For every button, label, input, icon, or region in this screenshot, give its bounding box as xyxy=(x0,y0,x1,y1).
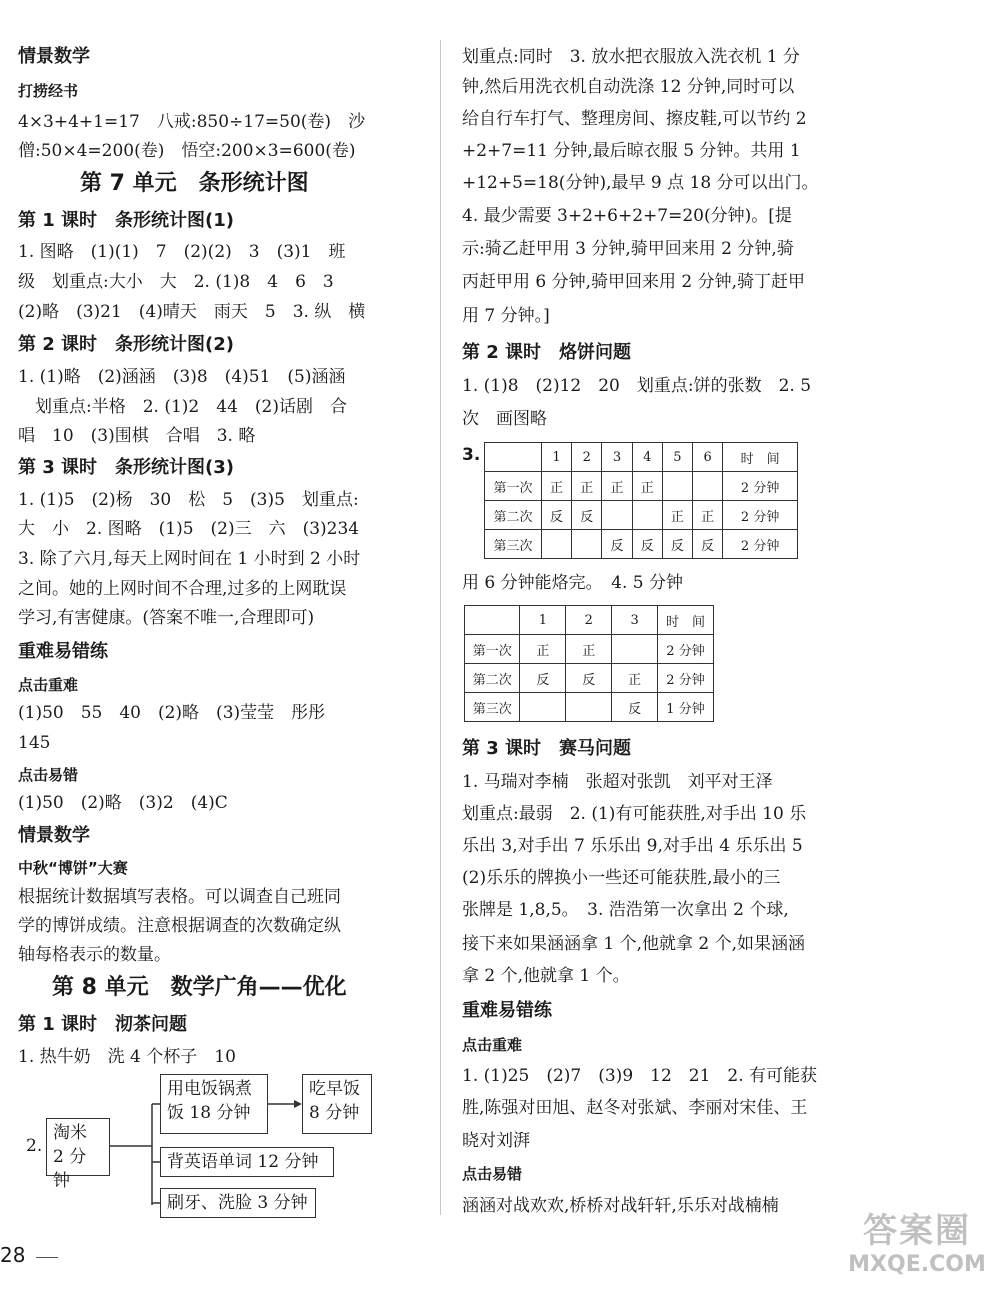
table-laobing-6 xyxy=(484,442,798,559)
table-cell: 2 分钟 xyxy=(658,635,714,664)
table-row xyxy=(485,472,798,501)
text-line: 1. 马瑞对李楠 张超对张凯 刘平对王泽 xyxy=(462,772,773,792)
table-cell: 第三次 xyxy=(485,530,542,559)
table-cell: 第一次 xyxy=(465,635,520,664)
table-cell xyxy=(662,472,692,501)
table-cell: 正 xyxy=(662,501,692,530)
table-cell xyxy=(541,530,571,559)
text-line: (2)略 (3)21 (4)晴天 雨天 5 3. 纵 横 xyxy=(18,302,366,322)
text-line: 4. 最少需要 3+2+6+2+7=20(分钟)。[提 xyxy=(462,206,792,226)
table-cell: 反 xyxy=(662,530,692,559)
table-row xyxy=(485,530,798,559)
box-taomi-line2: 2 分钟 xyxy=(53,1147,87,1191)
box-taomi xyxy=(46,1118,110,1191)
watermark-line1: 答案圈 xyxy=(863,1211,971,1251)
box-taomi-line1: 淘米 xyxy=(53,1123,87,1143)
table-cell: 2 分钟 xyxy=(658,664,714,693)
section-title-laobing: 第 2 课时 烙饼问题 xyxy=(462,342,632,363)
text-line: 4×3+4+1=17 八戒:850÷17=50(卷) 沙 xyxy=(18,112,366,132)
box-zhufan-line1: 用电饭锅煮 xyxy=(167,1079,252,1099)
table-cell: 正 xyxy=(541,472,571,501)
section-title: 情景数学 xyxy=(18,825,90,846)
table-cell: 1 分钟 xyxy=(658,693,714,722)
table-cell: 3 xyxy=(612,606,658,635)
table-cell xyxy=(465,606,520,635)
text-line: +2+7=11 分钟,最后晾衣服 5 分钟。共用 1 xyxy=(462,141,801,161)
subsection-title: 点击重难 xyxy=(462,1036,523,1054)
text-line: 张牌是 1,8,5。 3. 浩浩第一次拿出 2 个球, xyxy=(462,900,789,920)
text-line: +12+5=18(分钟),最早 9 点 18 分可以出门。 xyxy=(462,173,819,193)
section-title: 重难易错练 xyxy=(18,641,108,662)
text-line: 1. 热牛奶 洗 4 个杯子 10 xyxy=(18,1047,236,1067)
table-cell: 正 xyxy=(632,472,662,501)
table-cell: 1 xyxy=(541,443,571,472)
table-cell: 反 xyxy=(541,501,571,530)
section-title: 第 1 课时 沏茶问题 xyxy=(18,1014,188,1035)
text-line: 级 划重点:大小 大 2. (1)8 4 6 3 xyxy=(18,272,334,292)
text-line: 接下来如果涵涵拿 1 个,他就拿 2 个,如果涵涵 xyxy=(462,934,806,954)
text-line: 大 小 2. 图略 (1)5 (2)三 六 (3)234 xyxy=(18,519,360,539)
box-yingyu-text: 背英语单词 12 分钟 xyxy=(167,1152,319,1172)
text-line: 1. (1)25 (2)7 (3)9 12 21 2. 有可能获 xyxy=(462,1066,818,1086)
text-line: 僧:50×4=200(卷) 悟空:200×3=600(卷) xyxy=(18,141,356,161)
table-row xyxy=(465,606,714,635)
section-title: 第 3 课时 条形统计图(3) xyxy=(18,457,235,478)
text-line: 拿 2 个,他就拿 1 个。 xyxy=(462,966,630,986)
watermark-line2: MXQE.COM xyxy=(848,1252,986,1277)
table-cell: 4 xyxy=(632,443,662,472)
text-line: 划重点:同时 3. 放水把衣服放入洗衣机 1 分 xyxy=(462,47,800,67)
text-line: 145 xyxy=(18,733,51,753)
text-line: 用 6 分钟能烙完。 4. 5 分钟 xyxy=(462,573,683,593)
table-cell xyxy=(612,635,658,664)
subsection-title: 中秋“博饼”大赛 xyxy=(18,859,128,877)
table-laobing-3 xyxy=(464,605,714,722)
text-line: 3. 除了六月,每天上网时间在 1 小时到 2 小时 xyxy=(18,549,361,569)
text-line: 划重点:最弱 2. (1)有可能获胜,对手出 10 乐 xyxy=(462,804,807,824)
section-title: 第 7 单元 条形统计图 xyxy=(80,171,309,196)
table-row xyxy=(485,501,798,530)
box-zaofan-line1: 吃早饭 xyxy=(309,1079,360,1099)
text-line: 钟,然后用洗衣机自动洗涤 12 分钟,同时可以 xyxy=(462,77,795,97)
table-cell: 正 xyxy=(572,472,602,501)
column-divider xyxy=(440,40,441,1215)
table-cell: 2 xyxy=(572,443,602,472)
table-cell: 2 分钟 xyxy=(723,501,798,530)
section-title: 第 3 课时 赛马问题 xyxy=(462,738,632,759)
table-cell xyxy=(520,693,566,722)
text-line: 晓对刘湃 xyxy=(462,1131,530,1151)
text-line: 划重点:半格 2. (1)2 44 (2)话剧 合 xyxy=(18,397,347,417)
text-line: 次 画图略 xyxy=(462,409,547,429)
box-zaofan xyxy=(302,1074,372,1134)
table-cell: 第二次 xyxy=(485,501,542,530)
text-line: 丙赶甲用 6 分钟,骑甲回来用 2 分钟,骑丁赶甲 xyxy=(462,272,806,292)
section-title: 第 2 课时 条形统计图(2) xyxy=(18,334,235,355)
text-line: 之间。她的上网时间不合理,过多的上网耽误 xyxy=(18,579,347,599)
table-cell: 反 xyxy=(693,530,723,559)
text-line: (2)乐乐的牌换小一些还可能获胜,最小的三 xyxy=(462,868,781,888)
table-cell: 反 xyxy=(612,693,658,722)
table-cell: 反 xyxy=(602,530,632,559)
text-line: 给自行车打气、整理房间、擦皮鞋,可以节约 2 xyxy=(462,109,807,129)
table-cell: 反 xyxy=(520,664,566,693)
box-shuya-text: 刷牙、洗脸 3 分钟 xyxy=(167,1193,308,1213)
table-cell xyxy=(632,501,662,530)
table-cell: 第三次 xyxy=(465,693,520,722)
text-line: 示:骑乙赶甲用 3 分钟,骑甲回来用 2 分钟,骑 xyxy=(462,239,794,259)
table-cell: 正 xyxy=(693,501,723,530)
table-cell: 正 xyxy=(602,472,632,501)
table-cell: 3 xyxy=(602,443,632,472)
page-number-rule xyxy=(36,1257,58,1258)
subsection-title: 点击易错 xyxy=(18,766,79,784)
table-cell: 6 xyxy=(693,443,723,472)
table-row xyxy=(465,664,714,693)
table-cell: 反 xyxy=(632,530,662,559)
table-cell: 2 xyxy=(566,606,612,635)
text-line: 涵涵对战欢欢,桥桥对战轩轩,乐乐对战楠楠 xyxy=(462,1196,779,1216)
section-title: 第 1 课时 条形统计图(1) xyxy=(18,210,235,231)
text-line: 1. (1)5 (2)杨 30 松 5 (3)5 划重点: xyxy=(18,490,359,510)
table-cell: 正 xyxy=(520,635,566,664)
subsection-title: 点击重难 xyxy=(18,676,79,694)
text-line: 1. (1)8 (2)12 20 划重点:饼的张数 2. 5 xyxy=(462,376,812,396)
box-zaofan-line2: 8 分钟 xyxy=(309,1103,360,1123)
text-line: 1. (1)略 (2)涵涵 (3)8 (4)51 (5)涵涵 xyxy=(18,367,346,387)
table-cell xyxy=(693,472,723,501)
text-line: 1. 图略 (1)(1) 7 (2)(2) 3 (3)1 班 xyxy=(18,242,346,262)
table-cell: 2 分钟 xyxy=(723,530,798,559)
text-line: 学习,有害健康。(答案不唯一,合理即可) xyxy=(18,608,315,628)
text-line: 轴每格表示的数量。 xyxy=(18,945,171,965)
text-line: 乐出 3,对手出 7 乐乐出 9,对手出 4 乐乐出 5 xyxy=(462,836,803,856)
table-cell xyxy=(602,501,632,530)
subsection-title: 点击易错 xyxy=(462,1165,523,1183)
table-cell: 1 xyxy=(520,606,566,635)
table-cell: 2 分钟 xyxy=(723,472,798,501)
table-cell: 时 间 xyxy=(723,443,798,472)
table-cell xyxy=(485,443,542,472)
table-cell: 5 xyxy=(662,443,692,472)
page-number: 28 xyxy=(0,1243,26,1267)
table-cell: 正 xyxy=(566,635,612,664)
section-title: 重难易错练 xyxy=(462,1000,552,1021)
table-cell: 正 xyxy=(612,664,658,693)
section-title: 情景数学 xyxy=(18,46,90,67)
text-line: 学的博饼成绩。注意根据调查的次数确定纵 xyxy=(18,916,341,936)
table-cell xyxy=(566,693,612,722)
text-line: 用 7 分钟。] xyxy=(462,306,550,326)
table-cell: 反 xyxy=(572,501,602,530)
text-line: 根据统计数据填写表格。可以调查自己班同 xyxy=(18,887,341,907)
table-cell: 时 间 xyxy=(658,606,714,635)
text-line: 唱 10 (3)围棋 合唱 3. 略 xyxy=(18,426,256,446)
watermark-logo xyxy=(842,1203,992,1303)
section-title: 第 8 单元 数学广角——优化 xyxy=(52,975,347,1000)
table1-label: 3. xyxy=(462,445,481,465)
text-line: (1)50 (2)略 (3)2 (4)C xyxy=(18,793,228,813)
table-cell xyxy=(572,530,602,559)
diagram-label: 2. xyxy=(26,1136,43,1156)
table-row xyxy=(485,443,798,472)
text-line: 胜,陈强对田旭、赵冬对张斌、李丽对宋佳、王 xyxy=(462,1098,808,1118)
table-row xyxy=(465,635,714,664)
table-row xyxy=(465,693,714,722)
text-line: (1)50 55 40 (2)略 (3)莹莹 彤彤 xyxy=(18,703,326,723)
diagram-connectors xyxy=(108,1090,308,1210)
table-cell: 第一次 xyxy=(485,472,542,501)
subsection-title: 打捞经书 xyxy=(18,82,79,100)
table-cell: 第二次 xyxy=(465,664,520,693)
box-zhufan-line2: 饭 18 分钟 xyxy=(167,1103,251,1123)
table-cell: 反 xyxy=(566,664,612,693)
